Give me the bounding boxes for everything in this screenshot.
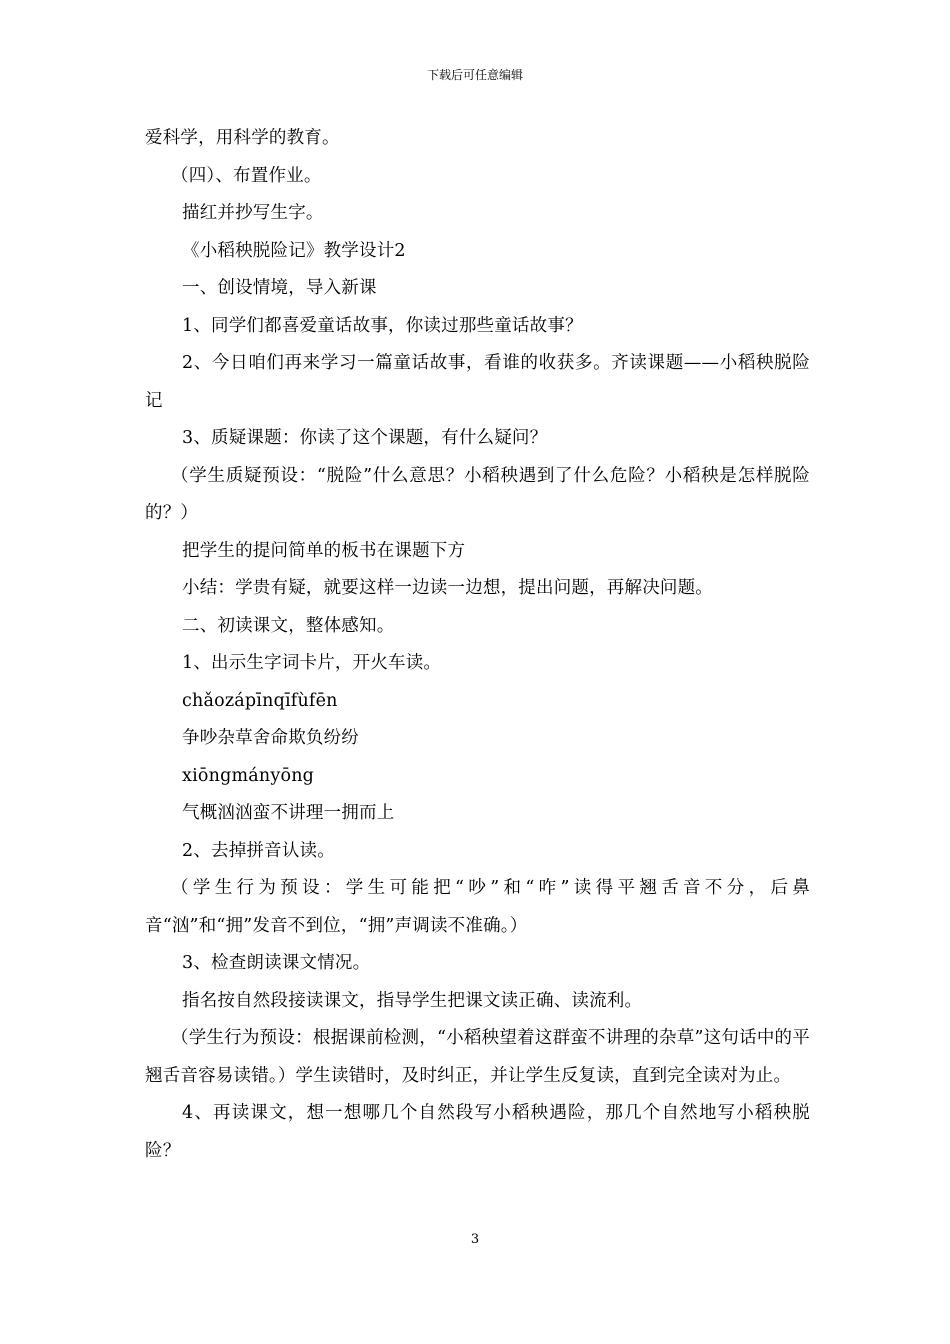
paragraph: 指名按自然段接读课文，指导学生把课文读正确、读流利。	[182, 990, 643, 1011]
paragraph: 4、再读课文，想一想哪几个自然段写小稻秧遇险，那几个自然地写小稻秧脱险？	[145, 1103, 810, 1161]
paragraph: 爱科学，用科学的教育。	[145, 128, 340, 148]
paragraph: 把学生的提问简单的板书在课题下方	[182, 540, 466, 561]
paragraph: （学生质疑预设：“脱险”什么意思？小稻秧遇到了什么危险？小稻秧是怎样脱险的？）	[145, 465, 810, 523]
vocab-line: 气概汹汹蛮不讲理一拥而上	[182, 803, 395, 823]
paragraph: 3、检查朗读课文情况。	[182, 953, 371, 973]
vocab-line: 争吵杂草舍命欺负纷纷	[182, 728, 359, 748]
paragraph: （学生行为预设：学生可能把“吵”和“咋”读得平翘舌音不分，后鼻音“汹”和“拥”发音不到位，“拥”声调读不准确。）	[145, 878, 810, 936]
paragraph: 1、同学们都喜爱童话故事，你读过那些童话故事？	[182, 315, 583, 336]
paragraph: 2、今日咱们再来学习一篇童话故事，看谁的收获多。齐读课题——小稻秧脱险记	[145, 353, 810, 411]
paragraph: 1、出示生字词卡片，开火车读。	[182, 653, 442, 673]
paragraph: 3、质疑课题：你读了这个课题，有什么疑问？	[182, 428, 548, 448]
paragraph: 小结：学贵有疑，就要这样一边读一边想，提出问题，再解决问题。	[182, 578, 713, 598]
paragraph: 描红并抄写生字。	[182, 203, 324, 223]
section-title: 《小稻秧脱险记》教学设计2	[182, 240, 406, 261]
section-heading: 一、创设情境，导入新课	[182, 278, 377, 298]
paragraph: （学生行为预设：根据课前检测，“小稻秧望着这群蛮不讲理的杂草”这句话中的平翘舌音容易读错。）学生读错时，及时纠正，并让学生反复读，直到完全读对为止。	[145, 1028, 810, 1086]
paragraph: （四）、布置作业。	[171, 165, 322, 186]
pinyin-line: chǎozápīnqīfùfēn	[182, 690, 338, 711]
paragraph: 2、去掉拼音认读。	[182, 840, 335, 861]
page-header: 下载后可任意编辑	[426, 68, 523, 82]
document-body	[145, 120, 810, 1170]
page-number: 3	[470, 1232, 480, 1247]
pinyin-line: xiōngmányōng	[182, 765, 315, 786]
section-heading: 二、初读课文，整体感知。	[182, 615, 395, 636]
